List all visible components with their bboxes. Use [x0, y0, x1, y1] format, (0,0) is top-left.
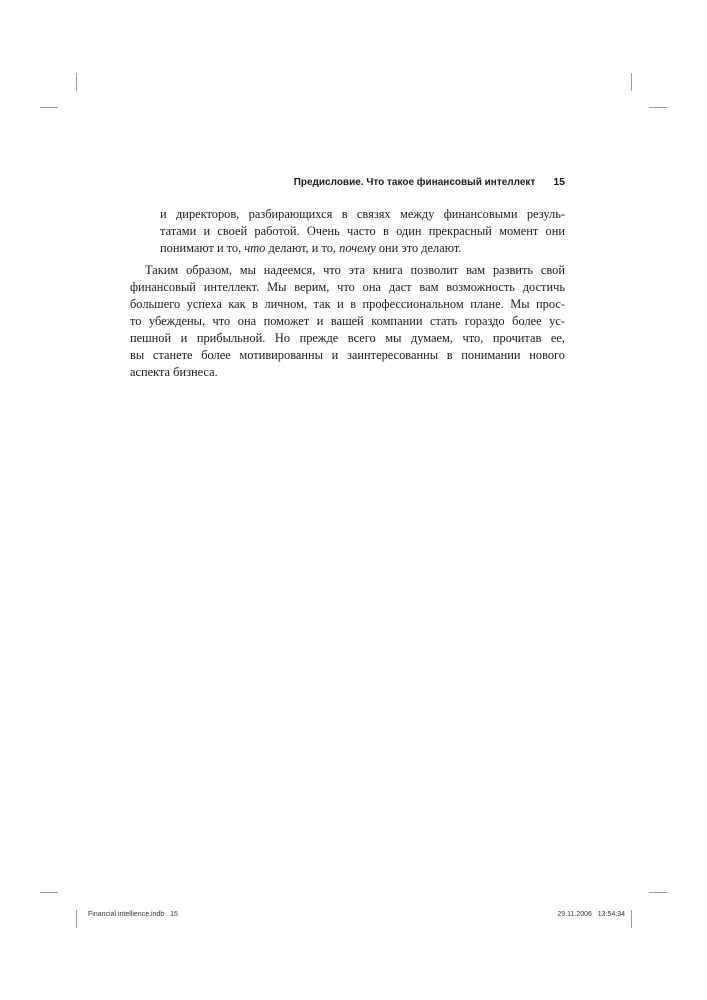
- running-head: [130, 176, 565, 188]
- crop-mark-top-right-vertical: [631, 73, 632, 91]
- paragraph-line-5: пешной и прибыльной. Но прежде всего мы думаем, что, прочитав ее,: [130, 331, 565, 345]
- quote-line-3-part-c: делают, и то,: [265, 241, 340, 255]
- quote-line-3-part-e: они это делают.: [375, 241, 462, 255]
- paragraph-line-7: аспекта бизнеса.: [130, 365, 218, 379]
- crop-mark-bottom-left-vertical: [76, 910, 77, 928]
- quote-line-3: [160, 240, 565, 257]
- quote-emphasis-why: почему: [339, 241, 376, 255]
- quote-line-1: и директоров, разбирающихся в связях между финансовыми резуль-: [160, 207, 565, 221]
- crop-mark-top-left-vertical: [76, 73, 77, 91]
- quote-emphasis-what: что: [244, 241, 266, 255]
- quote-line-3-part-a: понимают и то,: [160, 241, 245, 255]
- quote-line-2: татами и своей работой. Очень часто в один прекрасный момент они: [160, 224, 565, 238]
- paragraph-line-3: большего успеха как в личном, так и в профессиональном плане. Мы прос-: [130, 297, 565, 311]
- footer-date-slug: 29.11.2006 13:54:34: [557, 911, 625, 918]
- footer-file-slug: Financial intellience.indb 15: [88, 911, 178, 918]
- running-head-title: Предисловие. Что такое финансовый интеллект: [293, 177, 536, 188]
- page-number: 15: [553, 176, 565, 188]
- paragraph-line-6: вы станете более мотивированны и заинтересованны в понимании нового: [130, 348, 565, 362]
- crop-mark-top-right-horizontal: [649, 107, 667, 108]
- crop-mark-bottom-right-horizontal: [649, 892, 667, 893]
- crop-mark-top-left-horizontal: [40, 107, 58, 108]
- crop-mark-bottom-right-vertical: [631, 910, 632, 928]
- body-paragraph: [130, 262, 565, 381]
- paragraph-line-2: финансовый интеллект. Мы верим, что она даст вам возможность достичь: [130, 280, 565, 294]
- quote-block: [130, 206, 565, 257]
- paragraph-line-1: Таким образом, мы надеемся, что эта книга позволит вам развить свой: [145, 263, 565, 277]
- paragraph-line-4: то убеждены, что она поможет и вашей компании стать гораздо более ус-: [130, 314, 565, 328]
- crop-mark-bottom-left-horizontal: [40, 892, 58, 893]
